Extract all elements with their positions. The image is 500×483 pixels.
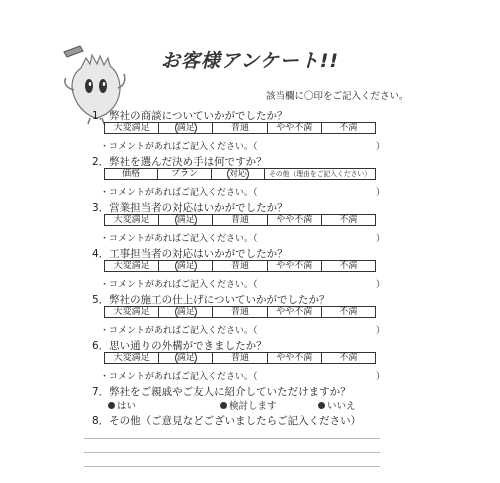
comment-label: ・コメントがあればご記入ください。（ (100, 142, 258, 152)
answer-line[interactable] (84, 438, 380, 439)
selection-circle (175, 307, 197, 317)
q4-option[interactable]: 大変満足 (105, 261, 159, 271)
q6-option-selected[interactable]: 満足 (159, 353, 213, 363)
instruction-text: 該当欄に〇印をご記入ください。 (266, 91, 409, 102)
comment-end: ） (376, 188, 386, 198)
question-3-label: 3．営業担当者の対応はいかがでしたか？ (92, 202, 288, 214)
q6-option[interactable]: 普通 (213, 353, 267, 363)
comment-label: ・コメントがあればご記入ください。（ (100, 234, 258, 244)
comment-label: ・コメントがあればご記入ください。（ (100, 326, 258, 336)
question-5-label: 5．弊社の施工の仕上げについていかがでしたか？ (92, 294, 330, 306)
radio-dot-icon (220, 402, 227, 409)
q6-option[interactable]: 大変満足 (105, 353, 159, 363)
question-1-label: 1．弊社の商談についていかがでしたか？ (92, 110, 288, 122)
q3-option-selected[interactable]: 満足 (159, 215, 213, 225)
comment-label: ・コメントがあればご記入ください。（ (100, 188, 258, 198)
q5-option[interactable]: やや不満 (268, 307, 322, 317)
q5-option[interactable]: 不満 (339, 307, 358, 317)
selection-circle (227, 169, 249, 179)
q1-option[interactable]: 大変満足 (105, 123, 159, 133)
q5-option-selected[interactable]: 満足 (159, 307, 213, 317)
q4-option[interactable]: やや不満 (268, 261, 322, 271)
q7-option-consider[interactable]: 検討します (220, 398, 277, 412)
comment-end: ） (376, 142, 386, 152)
question-2-options (104, 168, 376, 180)
q1-option[interactable]: 不満 (339, 123, 358, 133)
comment-label: ・コメントがあればご記入ください。（ (100, 372, 258, 382)
comment-end: ） (376, 372, 386, 382)
question-7-label: 7．弊社をご親戚やご友人に紹介していただけますか？ (92, 386, 351, 398)
radio-dot-icon (108, 402, 115, 409)
selection-circle (175, 261, 197, 271)
q6-option[interactable]: 不満 (339, 353, 358, 363)
question-4-label: 4．工事担当者の対応はいかがでしたか？ (92, 248, 288, 260)
answer-line[interactable] (84, 452, 380, 453)
answer-line[interactable] (84, 466, 380, 467)
q6-option[interactable]: やや不満 (268, 353, 322, 363)
page-title: お客様アンケート!! (160, 50, 340, 72)
q7-option-yes[interactable]: はい (108, 398, 136, 412)
selection-circle (175, 215, 197, 225)
selection-circle (175, 353, 197, 363)
q5-option[interactable]: 大変満足 (105, 307, 159, 317)
q1-option-selected[interactable]: 満足 (159, 123, 213, 133)
q4-option[interactable]: 不満 (339, 261, 358, 271)
q3-option[interactable]: 大変満足 (105, 215, 159, 225)
q2-option-selected[interactable]: 対応 (212, 169, 265, 179)
question-6-label: 6．思い通りの外構ができましたか？ (92, 340, 267, 352)
q2-option-other[interactable]: その他（理由をご記入ください） (269, 170, 372, 178)
question-8-label: 8．その他（ご意見などございましたらご記入ください） (92, 415, 362, 427)
q1-option[interactable]: 普通 (213, 123, 267, 133)
q7-option-no[interactable]: いいえ (318, 398, 356, 412)
q2-option[interactable]: 価格 (105, 169, 158, 179)
comment-end: ） (376, 280, 386, 290)
q3-option[interactable]: 不満 (339, 215, 358, 225)
comment-end: ） (376, 234, 386, 244)
q5-option[interactable]: 普通 (213, 307, 267, 317)
q3-option[interactable]: 普通 (213, 215, 267, 225)
question-1-options (104, 122, 376, 134)
comment-label: ・コメントがあればご記入ください。（ (100, 280, 258, 290)
q3-option[interactable]: やや不満 (268, 215, 322, 225)
q4-option[interactable]: 普通 (213, 261, 267, 271)
question-5-options (104, 306, 376, 318)
selection-circle (175, 123, 197, 133)
question-3-options (104, 214, 376, 226)
q2-option[interactable]: プラン (158, 169, 211, 179)
question-2-label: 2．弊社を選んだ決め手は何ですか？ (92, 156, 267, 168)
question-6-options (104, 352, 376, 364)
q1-option[interactable]: やや不満 (268, 123, 322, 133)
question-4-options (104, 260, 376, 272)
radio-dot-icon (318, 402, 325, 409)
q4-option-selected[interactable]: 満足 (159, 261, 213, 271)
comment-end: ） (376, 326, 386, 336)
